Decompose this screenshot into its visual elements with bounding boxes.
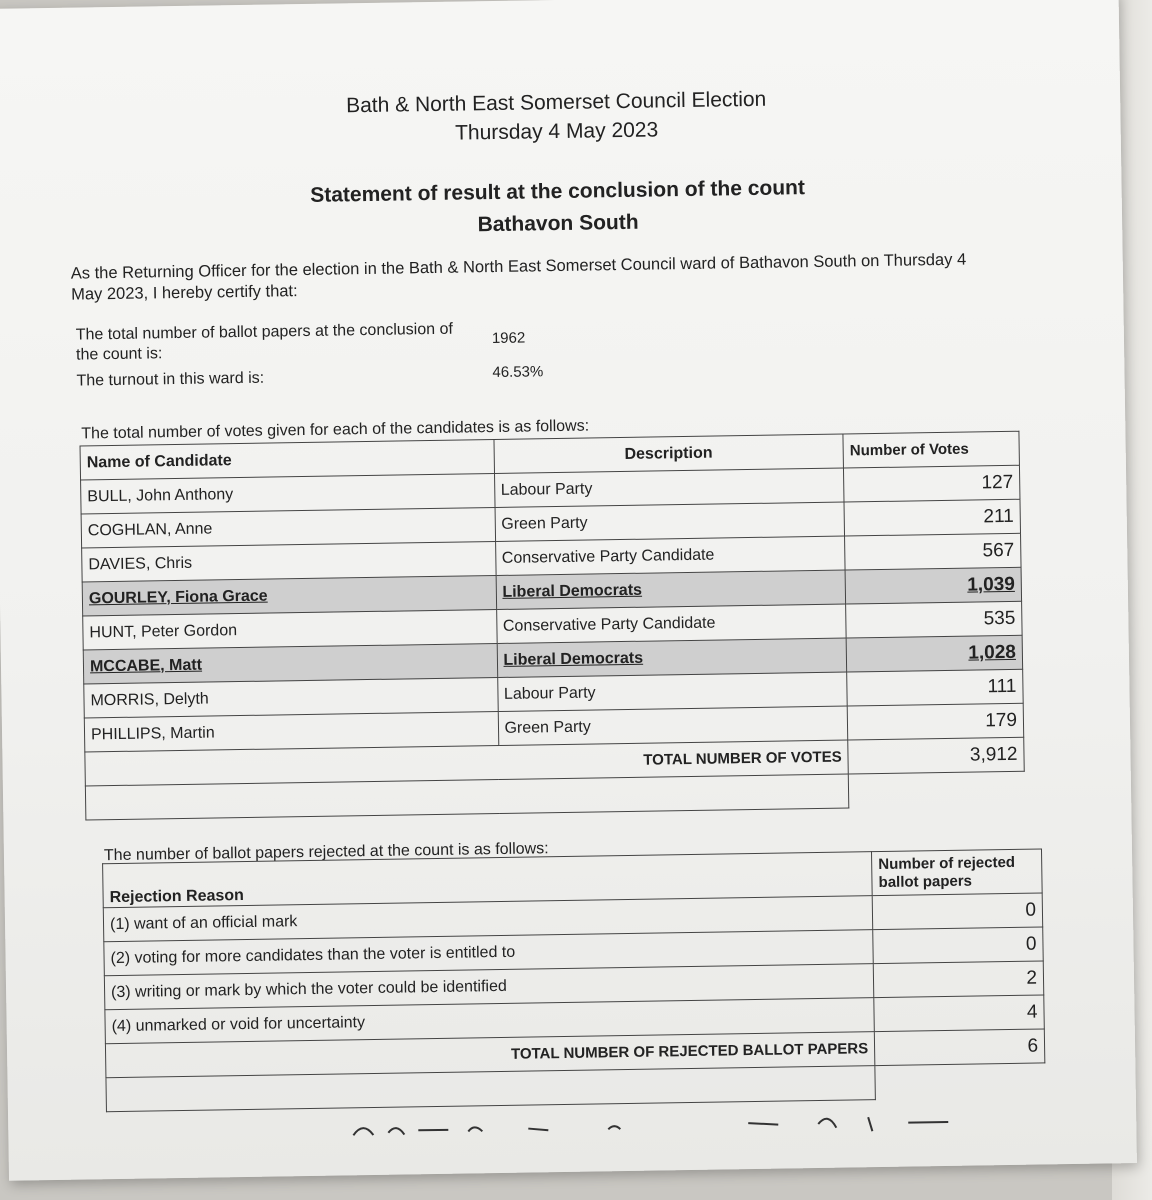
rejection-reason: (4) unmarked or void for uncertainty [105, 998, 875, 1044]
ballot-papers-value: 1962 [491, 329, 526, 348]
statement-title [0, 167, 1122, 249]
candidate-description: Labour Party [500, 479, 593, 499]
total-rejected-label: TOTAL NUMBER OF REJECTED BALLOT PAPERS [105, 1032, 875, 1078]
col-description: Description [493, 434, 843, 473]
candidate-votes: 211 [983, 505, 1014, 527]
candidate-votes: 111 [987, 675, 1017, 697]
candidate-name: GOURLEY, Fiona Grace [88, 587, 268, 607]
turnout-value: 46.53% [492, 363, 544, 382]
candidate-votes: 567 [982, 539, 1015, 561]
election-date: Thursday 4 May 2023 [454, 118, 659, 145]
ward-name: Bathavon South [477, 210, 639, 237]
rejection-reason: (1) want of an official mark [103, 896, 873, 942]
candidate-name: MORRIS, Delyth [90, 690, 209, 709]
rejection-reason: (2) voting for more candidates than the voter is entitled to [104, 930, 874, 976]
candidate-name: MCCABE, Matt [89, 656, 203, 675]
certification-text: As the Returning Officer for the election in the Bath & North East Somerset Council ward of Bathavon South on Thursday 4 May 2023, I hereby certify that: [70, 250, 967, 304]
candidate-name: BULL, John Anthony [87, 485, 234, 505]
col-rejection-reason: Rejection Reason [103, 852, 873, 908]
statement-heading: Statement of result at the conclusion of the count [310, 176, 806, 207]
handwritten-signature [348, 1103, 998, 1143]
rejection-count: 4 [874, 995, 1044, 1032]
candidate-name: HUNT, Peter Gordon [89, 621, 238, 641]
candidate-description: Green Party [504, 718, 591, 737]
candidate-name: PHILLIPS, Martin [90, 723, 215, 743]
election-name: Bath & North East Somerset Council Election [345, 87, 767, 118]
vote-rows [81, 465, 1024, 752]
col-number-of-votes: Number of Votes [843, 431, 1019, 468]
ballot-papers-label: The total number of ballot papers at the conclusion of the count is: [75, 320, 453, 364]
candidate-votes: 127 [981, 471, 1014, 493]
rejection-reason: (3) writing or mark by which the voter could be identified [104, 964, 874, 1010]
total-votes-label: TOTAL NUMBER OF VOTES [498, 740, 848, 779]
candidate-votes: 1,028 [968, 641, 1017, 664]
candidate-description: Liberal Democrats [502, 581, 643, 601]
votes-table [80, 431, 1026, 821]
total-rejected-value: 6 [874, 1029, 1044, 1066]
total-votes-value: 3,912 [848, 737, 1024, 774]
candidate-name: DAVIES, Chris [88, 554, 193, 573]
candidate-name: COGHLAN, Anne [87, 519, 213, 539]
candidate-votes: 179 [985, 709, 1018, 731]
turnout-label: The turnout in this ward is: [76, 369, 265, 390]
candidate-description: Conservative Party Candidate [501, 546, 715, 567]
rejected-rows [103, 893, 1044, 1044]
rejection-count: 0 [873, 927, 1043, 964]
election-header [0, 79, 1121, 155]
candidate-description: Conservative Party Candidate [502, 614, 716, 635]
candidate-description: Labour Party [503, 683, 596, 703]
rejection-count: 2 [873, 961, 1043, 998]
candidate-votes: 1,039 [967, 573, 1015, 596]
candidate-votes: 535 [983, 607, 1016, 629]
rejected-table [102, 848, 1046, 1112]
rejection-count: 0 [872, 893, 1042, 930]
col-candidate-name: Name of Candidate [80, 440, 494, 480]
col-rejected-count: Number of rejected ballot papers [872, 849, 1043, 896]
candidate-description: Green Party [501, 514, 588, 533]
candidate-description: Liberal Democrats [503, 649, 644, 669]
rejected-caption: The number of ballot papers rejected at the count is as follows: [103, 840, 549, 865]
votes-caption: The total number of votes given for each of the candidates is as follows: [81, 417, 590, 443]
